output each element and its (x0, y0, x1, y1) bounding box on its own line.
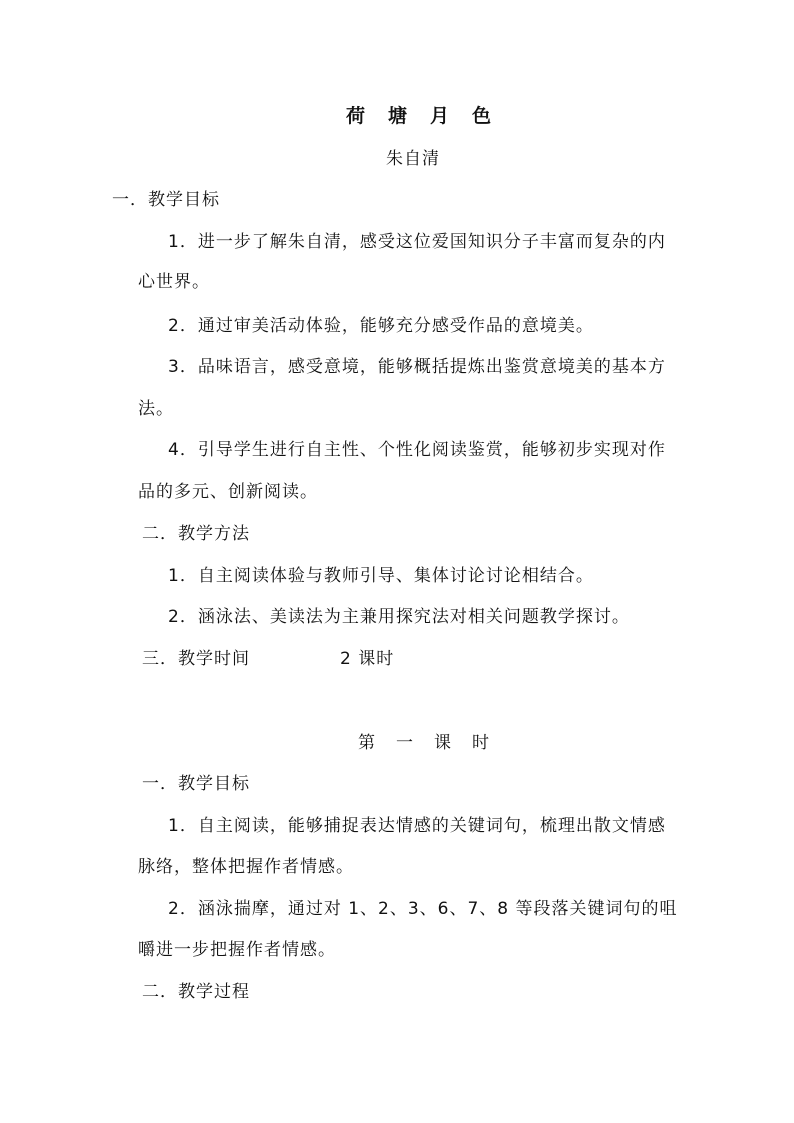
section-heading-time: 三．教学时间 (142, 649, 250, 669)
objective-item-4-line-2: 品的多元、创新阅读。 (138, 482, 318, 502)
lesson-objective-1-line-2: 脉络，整体把握作者情感。 (138, 857, 354, 877)
lesson-objectives-heading: 一．教学目标 (142, 774, 250, 794)
lesson-objective-2-line-1: 2．涵泳揣摩，通过对 1、2、3、6、7、8 等段落关键词句的咀 (168, 899, 678, 919)
teaching-time-value: 2 课时 (340, 649, 395, 669)
author-name: 朱自清 (386, 149, 440, 169)
method-item-1: 1．自主阅读体验与教师引导、集体讨论讨论相结合。 (168, 566, 594, 586)
method-item-2: 2．涵泳法、美读法为主兼用探究法对相关问题教学探讨。 (168, 607, 630, 627)
objective-item-1-line-2: 心世界。 (138, 272, 210, 292)
objective-item-3-line-1: 3．品味语言，感受意境，能够概括提炼出鉴赏意境美的基本方 (168, 357, 666, 377)
objective-item-4-line-1: 4．引导学生进行自主性、个性化阅读鉴赏，能够初步实现对作 (168, 440, 666, 460)
objective-item-2: 2．通过审美活动体验，能够充分感受作品的意境美。 (168, 316, 594, 336)
document-title: 荷 塘 月 色 (346, 105, 494, 127)
lesson-title: 第 一 课 时 (358, 733, 491, 753)
lesson-objective-2-line-2: 嚼进一步把握作者情感。 (138, 940, 336, 960)
objective-item-3-line-2: 法。 (138, 399, 174, 419)
section-heading-methods: 二．教学方法 (142, 524, 250, 544)
objective-item-1-line-1: 1．进一步了解朱自清，感受这位爱国知识分子丰富而复杂的内 (168, 232, 666, 252)
lesson-process-heading: 二．教学过程 (142, 982, 250, 1002)
lesson-objective-1-line-1: 1．自主阅读，能够捕捉表达情感的关键词句，梳理出散文情感 (168, 816, 666, 836)
section-heading-objectives: 一．教学目标 (112, 190, 220, 210)
